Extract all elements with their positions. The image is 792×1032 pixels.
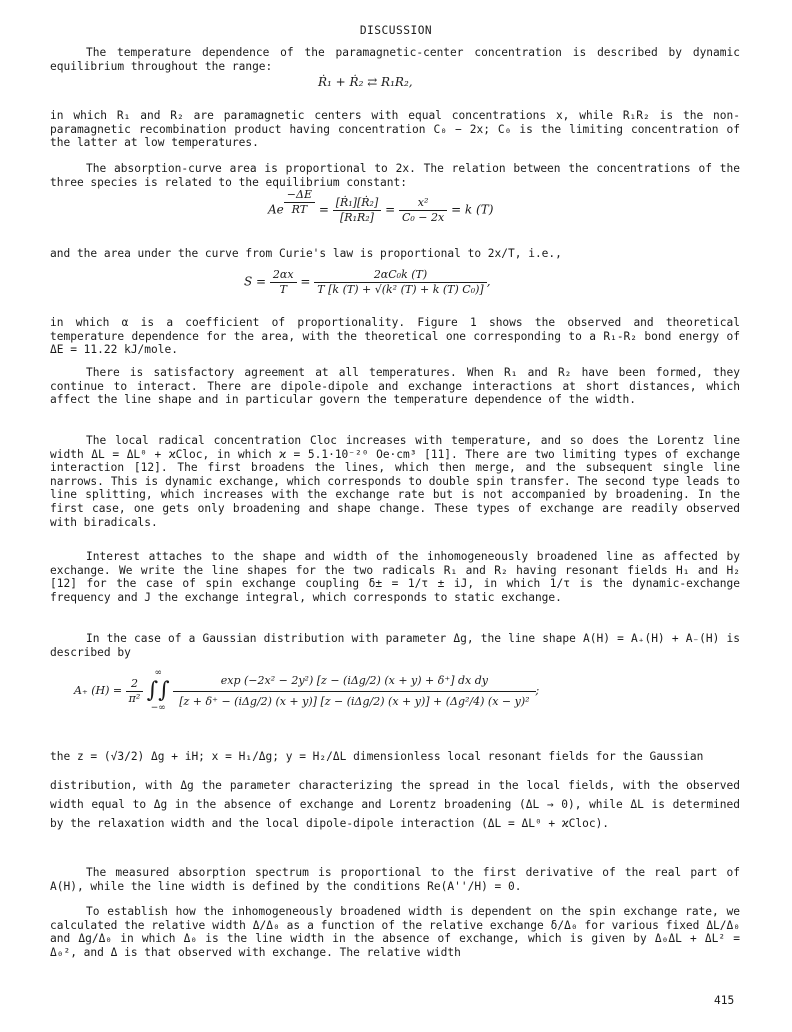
paragraph-9: In the case of a Gaussian distribution with parameter Δg, the line shape A(H) = A₊(H) + A₋(H) is described by (50, 632, 740, 659)
paragraph-10-first-line: the z = (√3/2) Δg + iH; x = H₁/Δg; y = H₂/ΔL dimensionless local resonant fields for the Gaussian (50, 750, 704, 763)
eq3-frac2-num: 2αC₀k (T) (314, 268, 486, 283)
eq4-den: [z + δ⁺ − (iΔg/2) (x + y)] [z − (iΔg/2) (x + y)] + (Δg²/4) (x − y)² (179, 694, 530, 708)
eq4-int-top: ∞ (154, 668, 162, 678)
paragraph-4: and the area under the curve from Curie's law is proportional to 2x/T, i.e., (50, 247, 562, 260)
eq4-num: exp (−2x² − 2y²) [z − (iΔg/2) (x + y) + δ⁺] dx dy (173, 674, 535, 692)
paragraph-6: There is satisfactory agreement at all temperatures. When R₁ and R₂ have been formed, they continue to interact. There are dipole-dipole and exchange interactions at short distances, which affect the line shape and in particular govern the temperature dependence of the width. (50, 366, 740, 407)
eq4-coef-num: 2 (126, 677, 144, 692)
eq2-exp-num: −ΔE (284, 188, 315, 203)
paragraph-2: in which R₁ and R₂ are paramagnetic centers with equal concentrations x, while R₁R₂ is the non-paramagnetic recombination product having concentration C₀ − 2x; C₀ is the limiting concentration of the latter at low temperatures. (50, 109, 740, 150)
paragraph-7: The local radical concentration Cloc increases with temperature, and so does the Lorentz line width ΔL = ΔL⁰ + ϰCloc, in which ϰ = 5.1·10⁻²⁰ Oe·cm³ [11]. There are two limiting types of exchange interaction [12]. The first broadens the lines, which then merge, and the subsequent single line narrows. This is dynamic exchange, which corresponds to double spin transfer. The second type leads to line splitting, which increases with the exchange rate but is not accompanied by broadening. In the first case, one gets only broadening and shape change. These types of exchange are readily observed with biradicals. (50, 434, 740, 529)
eq2-frac1-den: [R₁R₂] (340, 210, 374, 224)
paragraph-3: The absorption-curve area is proportional to 2x. The relation between the concentrations of the three species is related to the equilibrium constant: (50, 162, 740, 189)
equation-4: A₊ (H) = $\frac{2}{\text{π²}}$ ∞ ∫∫ −∞ exp (−2x² − 2y²) [z − (iΔg/2) (x + y) + δ⁺] dx dy [z + δ⁺ − (iΔg/2) (x + y)] [z − (iΔg/2) (x + y)] + (Δg²/4) (x − y)² ; (74, 668, 540, 713)
eq2-frac2-den: C₀ − 2x (401, 210, 445, 224)
eq3-frac1-den: T (279, 282, 287, 296)
paragraph-10: distribution, with Δg the parameter characterizing the spread in the local fields, with the observed width equal to Δg in the absence of exchange and Lorentz broadening (ΔL → 0), while ΔL is determined by the relaxation width and the local dipole-dipole interaction (ΔL = ΔL⁰ + ϰCloc). (50, 779, 740, 830)
paragraph-5: in which α is a coefficient of proportionality. Figure 1 shows the observed and theoretical temperature dependence for the area, with the theoretical one corresponding to a R₁-R₂ bond energy of ΔE = 11.22 kJ/mole. (50, 316, 740, 357)
eq2-lhs: Ae (268, 202, 284, 217)
page-number: 415 (714, 994, 735, 1007)
eq4-lhs: A₊ (H) = (74, 684, 123, 697)
eq3-equals: = (300, 274, 311, 289)
eq2-frac2-num: x² (399, 196, 447, 211)
eq4-int-bottom: −∞ (150, 703, 166, 713)
eq3-frac1-num: 2αx (270, 268, 297, 283)
paragraph-1: The temperature dependence of the paramagnetic-center concentration is described by dynamic equilibrium throughout the range: (50, 46, 740, 73)
eq4-tail: ; (535, 684, 540, 697)
eq2-frac1-num: [Ṙ₁][Ṙ₂] (333, 196, 382, 211)
eq3-tail: , (486, 274, 491, 289)
eq4-coef-den: π² (128, 691, 141, 705)
eq2-equals: = (318, 202, 329, 217)
section-heading: DISCUSSION (359, 24, 433, 37)
eq3-lhs: S = (244, 274, 267, 289)
paragraph-8: Interest attaches to the shape and width of the inhomogeneously broadened line as affected by exchange. We write the line shapes for the two radicals R₁ and R₂ having resonant fields H₁ and H₂ [12] for the case of spin exchange coupling δ± = 1/τ ± iJ, in which 1/τ is the dynamic-exchange frequency and J the exchange integral, which corresponds to static exchange. (50, 550, 740, 604)
equation-2: Ae $\frac{-\Delta E}{RT}$ = $\frac{\text{[Ṙ₁][Ṙ₂]}}{\text{[R₁R₂]}}$ = $\frac{\text{x²}}{\text{C₀ − 2x}}$ = k (T) (268, 188, 494, 224)
eq2-exp-den: RT (291, 202, 308, 216)
eq3-frac2-den: T [k (T) + √(k² (T) + k (T) C₀)] (317, 282, 484, 296)
paragraph-11: The measured absorption spectrum is proportional to the first derivative of the real part of A(H), while the line width is defined by the conditions Re(A''/H) = 0. (50, 866, 740, 893)
paragraph-12: To establish how the inhomogeneously broadened width is dependent on the spin exchange rate, we calculated the relative width Δ/Δ₀ as a function of the relative exchange δ/Δ₀ for various fixed ΔL/Δ₀ and Δg/Δ₀ in which Δ₀ is the line width in the absence of exchange, which is given by Δ₀ΔL + ΔL² = Δ₀², and Δ is that observed with exchange. The relative width (50, 905, 740, 959)
equation-3 (244, 268, 491, 296)
eq2-rhs: = k (T) (451, 202, 494, 217)
equation-1: Ṙ₁ + Ṙ₂ ⇄ R₁R₂, (318, 75, 413, 89)
